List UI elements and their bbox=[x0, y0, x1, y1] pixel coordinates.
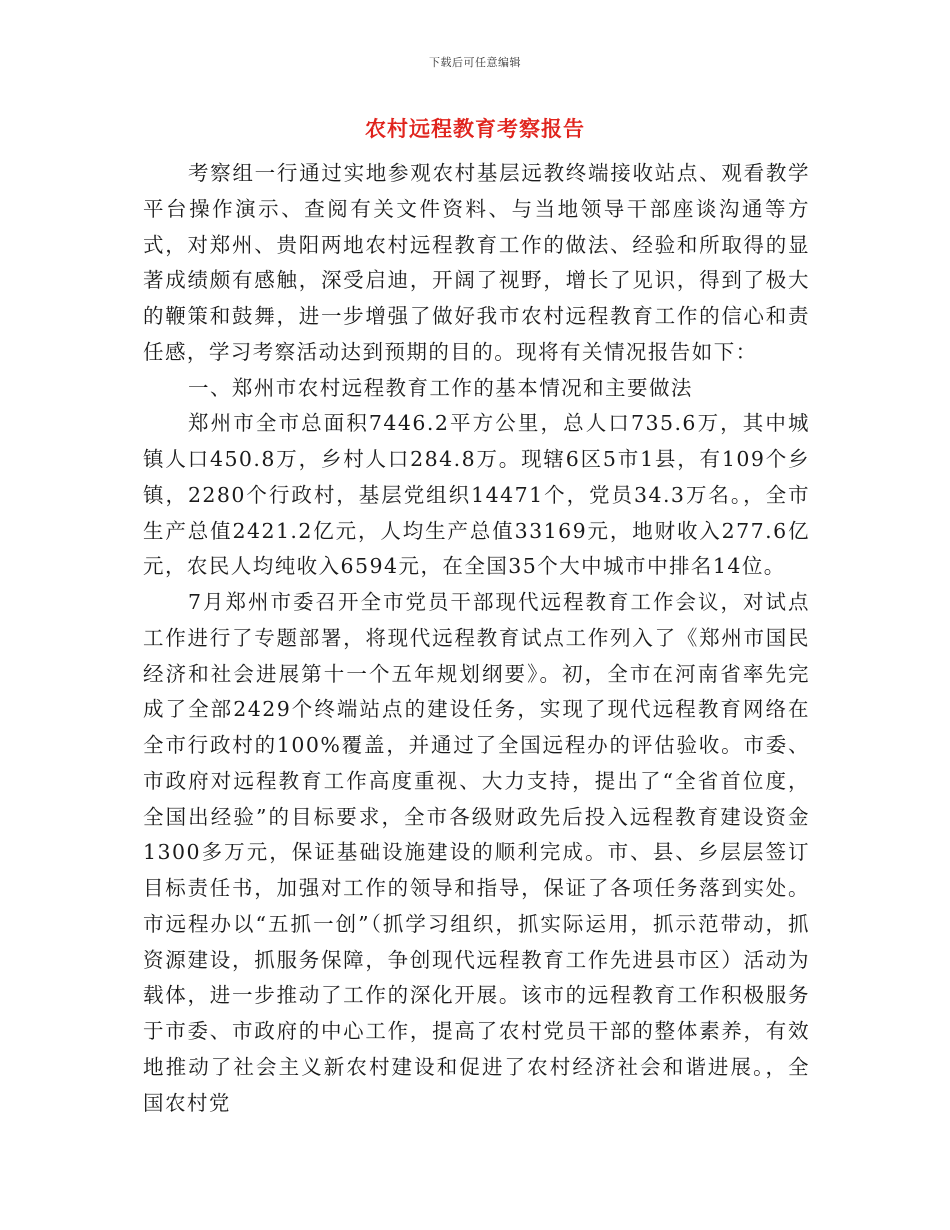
section-heading-1: 一、郑州市农村远程教育工作的基本情况和主要做法 bbox=[188, 375, 693, 400]
paragraph-intro: 考察组一行通过实地参观农村基层远教终端接收站点、观看教学平台操作演示、查阅有关文件资料、与当地领导干部座谈沟通等方式，对郑州、贵阳两地农村远程教育工作的做法、经验和所取得的显著成绩颇有感触，深受启迪，开阔了视野，增长了见识，得到了极大的鞭策和鼓舞，进一步增强了做好我市农村远程教育工作的信心和责任感，学习考察活动达到预期的目的。现将有关情况报告如下： bbox=[143, 161, 810, 364]
document-body bbox=[143, 156, 810, 1121]
paragraph-zhengzhou-overview: 郑州市全市总面积7446.2平方公里，总人口735.6万，其中城镇人口450.8万，乡村人口284.8万。现辖6区5市1县，有109个乡镇，2280个行政村，基层党组织14471个，党员34.3万名。，全市生产总值2421.2亿元，人均生产总值33169元，地财收入277.6亿元，农民人均纯收入6594元，在全国35个大中城市中排名14位。 bbox=[143, 411, 810, 579]
header-note: 下载后可任意编辑 bbox=[429, 56, 521, 69]
paragraph-zhengzhou-practice: 7月郑州市委召开全市党员干部现代远程教育工作会议，对试点工作进行了专题部署，将现代远程教育试点工作列入了《郑州市国民经济和社会进展第十一个五年规划纲要》。初，全市在河南省率先完成了全部2429个终端站点的建设任务，实现了现代远程教育网络在全市行政村的100%覆盖，并通过了全国远程办的评估验收。市委、市政府对远程教育工作高度重视、大力支持，提出了“全省首位度，全国出经验”的目标要求，全市各级财政先后投入远程教育建设资金1300多万元，保证基础设施建设的顺利完成。市、县、乡层层签订目标责任书，加强对工作的领导和指导，保证了各项任务落到实处。市远程办以“五抓一创”（抓学习组织，抓实际运用，抓示范带动，抓资源建设，抓服务保障，争创现代远程教育工作先进县市区）活动为载体，进一步推动了工作的深化开展。该市的远程教育工作积极服务于市委、市政府的中心工作，提高了农村党员干部的整体素养，有效地推动了社会主义新农村建设和促进了农村经济社会和谐进展。，全国农村党 bbox=[143, 590, 810, 1115]
document-title: 农村远程教育考察报告 bbox=[365, 116, 585, 141]
